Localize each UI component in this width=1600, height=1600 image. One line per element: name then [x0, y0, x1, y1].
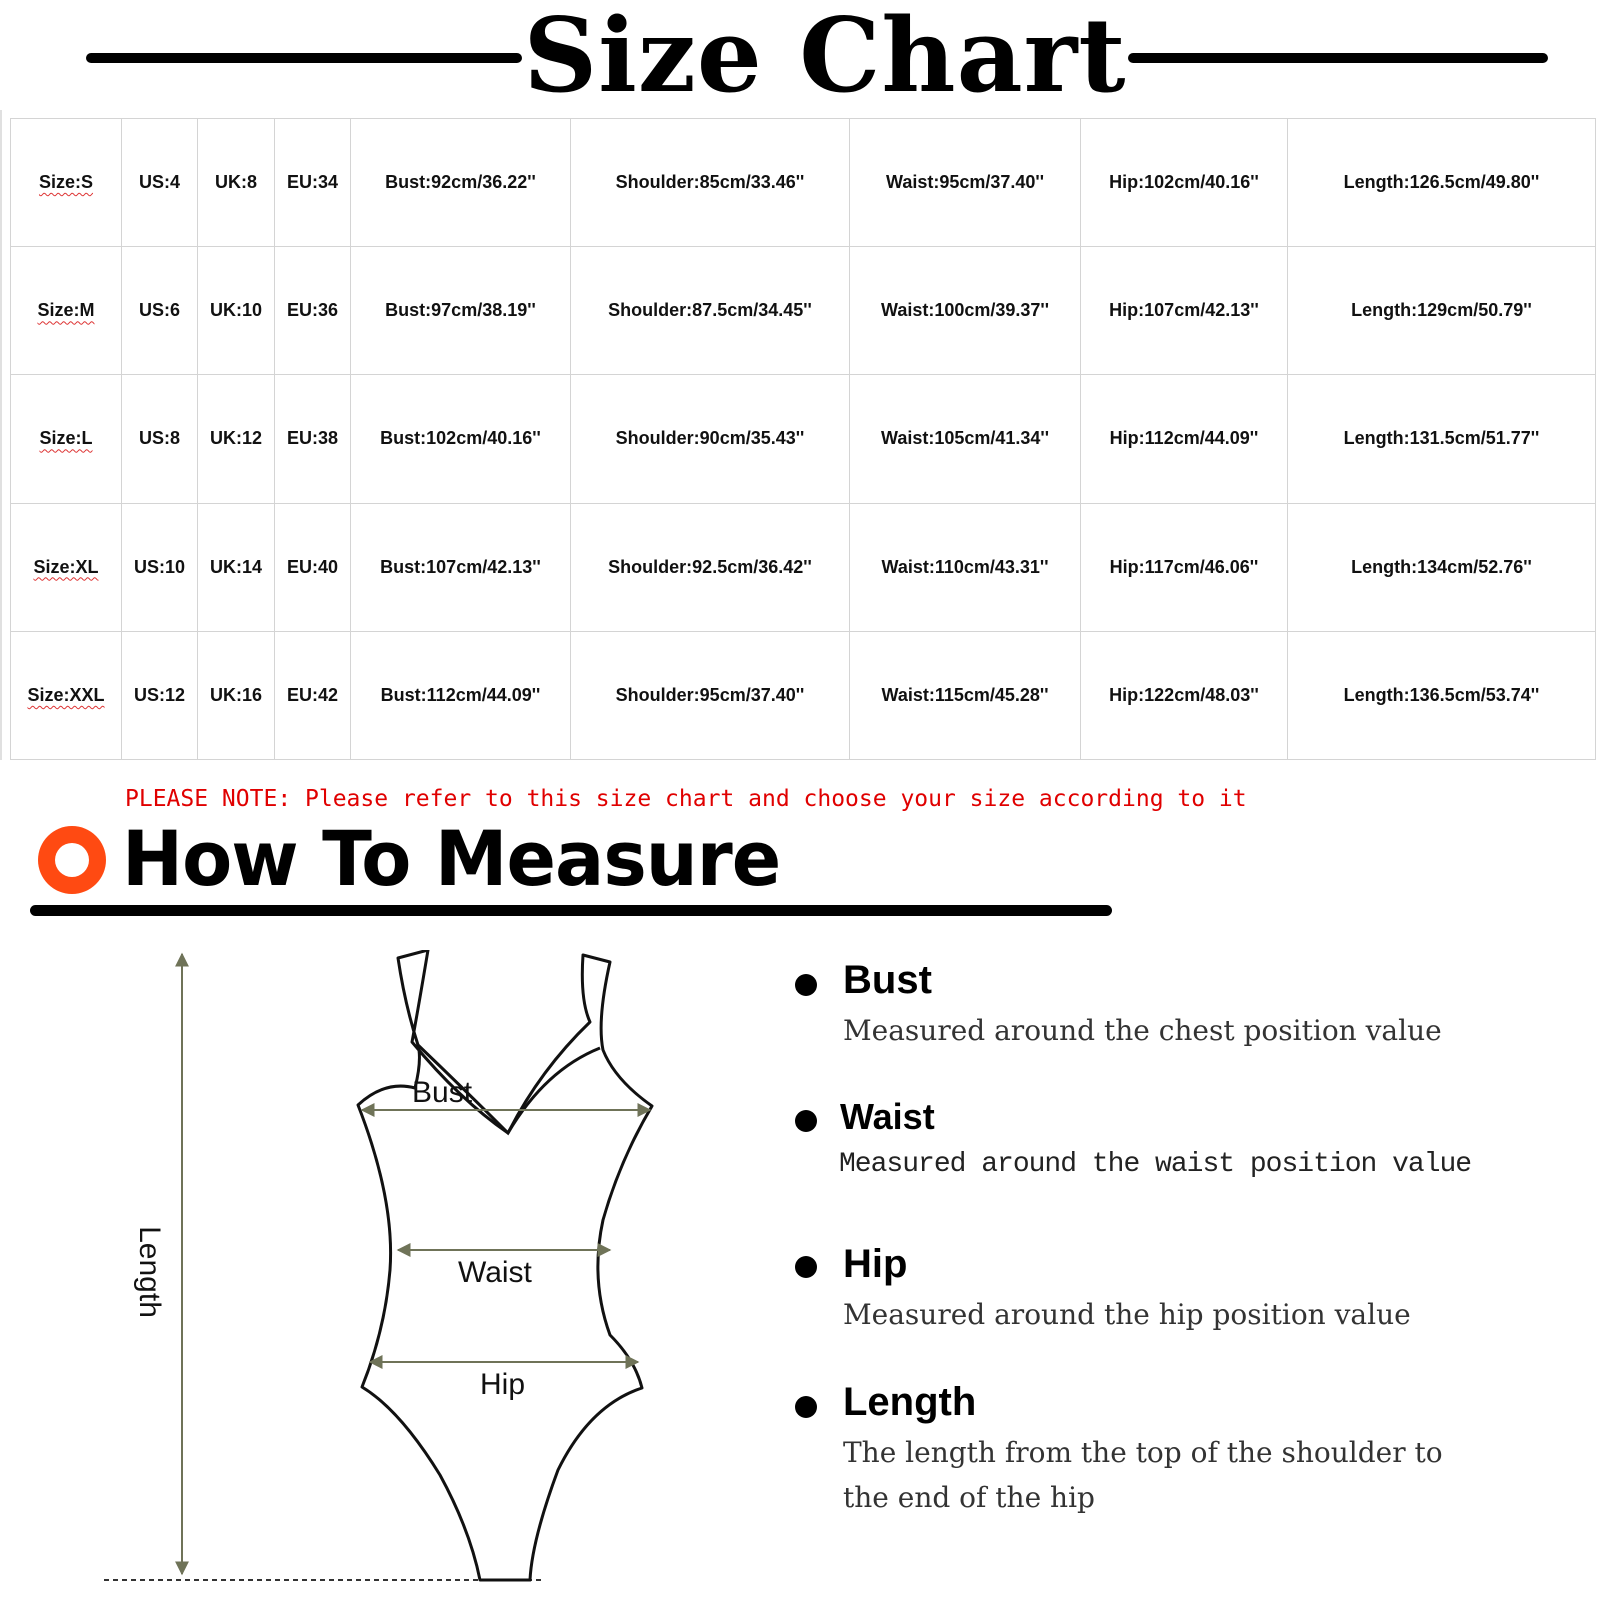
how-to-measure-rule	[30, 905, 1112, 916]
size-cell	[11, 631, 122, 759]
bullet-icon	[795, 974, 817, 996]
hip-cell: Hip:117cm/46.06''	[1081, 503, 1288, 631]
figure-label-bust: Bust	[412, 1076, 473, 1109]
hip-cell: Hip:122cm/48.03''	[1081, 631, 1288, 759]
size-label: Size:XXL	[27, 684, 105, 705]
shoulder-cell: Shoulder:90cm/35.43''	[571, 375, 850, 503]
eu-cell: EU:34	[275, 119, 351, 247]
bust-cell: Bust:92cm/36.22''	[351, 119, 571, 247]
us-cell: US:8	[122, 375, 198, 503]
page-title: Size Chart	[523, 0, 1127, 116]
length-cell: Length:134cm/52.76''	[1288, 503, 1596, 631]
bullet-icon	[795, 1396, 817, 1418]
size-table	[10, 118, 1596, 760]
eu-cell: EU:38	[275, 375, 351, 503]
table-row	[11, 119, 1596, 247]
length-cell: Length:126.5cm/49.80''	[1288, 119, 1596, 247]
us-cell: US:10	[122, 503, 198, 631]
bodysuit-diagram	[100, 950, 700, 1590]
bust-cell: Bust:112cm/44.09''	[351, 631, 571, 759]
hip-cell: Hip:112cm/44.09''	[1081, 375, 1288, 503]
definition-term: Waist	[840, 1096, 935, 1137]
shoulder-cell: Shoulder:92.5cm/36.42''	[571, 503, 850, 631]
definition-desc: Measured around the chest position value	[843, 1014, 1442, 1047]
us-cell: US:12	[122, 631, 198, 759]
definition-term: Length	[843, 1380, 977, 1424]
definition-term: Hip	[843, 1242, 908, 1286]
waist-cell: Waist:100cm/39.37''	[850, 247, 1081, 375]
size-label: Size:L	[39, 428, 93, 449]
shoulder-cell: Shoulder:95cm/37.40''	[571, 631, 850, 759]
eu-cell: EU:42	[275, 631, 351, 759]
figure-label-length: Length	[133, 1226, 166, 1318]
definition-desc: Measured around the hip position value	[843, 1298, 1411, 1331]
size-label: Size:S	[38, 172, 94, 193]
title-rule-right	[1128, 53, 1548, 63]
size-cell	[11, 375, 122, 503]
bullet-icon	[795, 1256, 817, 1278]
figure-label-hip: Hip	[480, 1368, 526, 1401]
uk-cell: UK:14	[198, 503, 275, 631]
shoulder-cell: Shoulder:87.5cm/34.45''	[571, 247, 850, 375]
ring-icon	[38, 826, 106, 894]
eu-cell: EU:36	[275, 247, 351, 375]
measurement-figure	[100, 950, 700, 1590]
table-left-edge	[0, 110, 2, 760]
us-cell: US:6	[122, 247, 198, 375]
us-cell: US:4	[122, 119, 198, 247]
uk-cell: UK:12	[198, 375, 275, 503]
size-label: Size:XL	[33, 556, 99, 577]
waist-cell: Waist:105cm/41.34''	[850, 375, 1081, 503]
title-rule-left	[86, 53, 522, 63]
bust-cell: Bust:97cm/38.19''	[351, 247, 571, 375]
size-cell	[11, 119, 122, 247]
hip-cell: Hip:107cm/42.13''	[1081, 247, 1288, 375]
table-row	[11, 247, 1596, 375]
length-cell: Length:136.5cm/53.74''	[1288, 631, 1596, 759]
uk-cell: UK:8	[198, 119, 275, 247]
table-row	[11, 503, 1596, 631]
table-row	[11, 375, 1596, 503]
definition-desc: Measured around the waist position value	[839, 1149, 1472, 1180]
waist-cell: Waist:95cm/37.40''	[850, 119, 1081, 247]
bust-cell: Bust:102cm/40.16''	[351, 375, 571, 503]
size-note: PLEASE NOTE: Please refer to this size chart and choose your size according to it	[125, 786, 1247, 812]
size-chart-header	[0, 0, 1600, 116]
uk-cell: UK:10	[198, 247, 275, 375]
bullet-icon	[795, 1110, 817, 1132]
size-cell	[11, 247, 122, 375]
bust-cell: Bust:107cm/42.13''	[351, 503, 571, 631]
figure-label-waist: Waist	[458, 1256, 532, 1289]
hip-cell: Hip:102cm/40.16''	[1081, 119, 1288, 247]
definition-desc: The length from the top of the shoulder to the end of the hip	[843, 1436, 1443, 1514]
eu-cell: EU:40	[275, 503, 351, 631]
shoulder-cell: Shoulder:85cm/33.46''	[571, 119, 850, 247]
table-row	[11, 631, 1596, 759]
waist-cell: Waist:115cm/45.28''	[850, 631, 1081, 759]
length-cell: Length:129cm/50.79''	[1288, 247, 1596, 375]
size-label: Size:M	[37, 300, 95, 321]
length-cell: Length:131.5cm/51.77''	[1288, 375, 1596, 503]
uk-cell: UK:16	[198, 631, 275, 759]
size-table-body	[11, 119, 1596, 760]
how-to-measure-title: How To Measure	[122, 814, 781, 903]
definition-term: Bust	[843, 958, 932, 1002]
waist-cell: Waist:110cm/43.31''	[850, 503, 1081, 631]
size-cell	[11, 503, 122, 631]
